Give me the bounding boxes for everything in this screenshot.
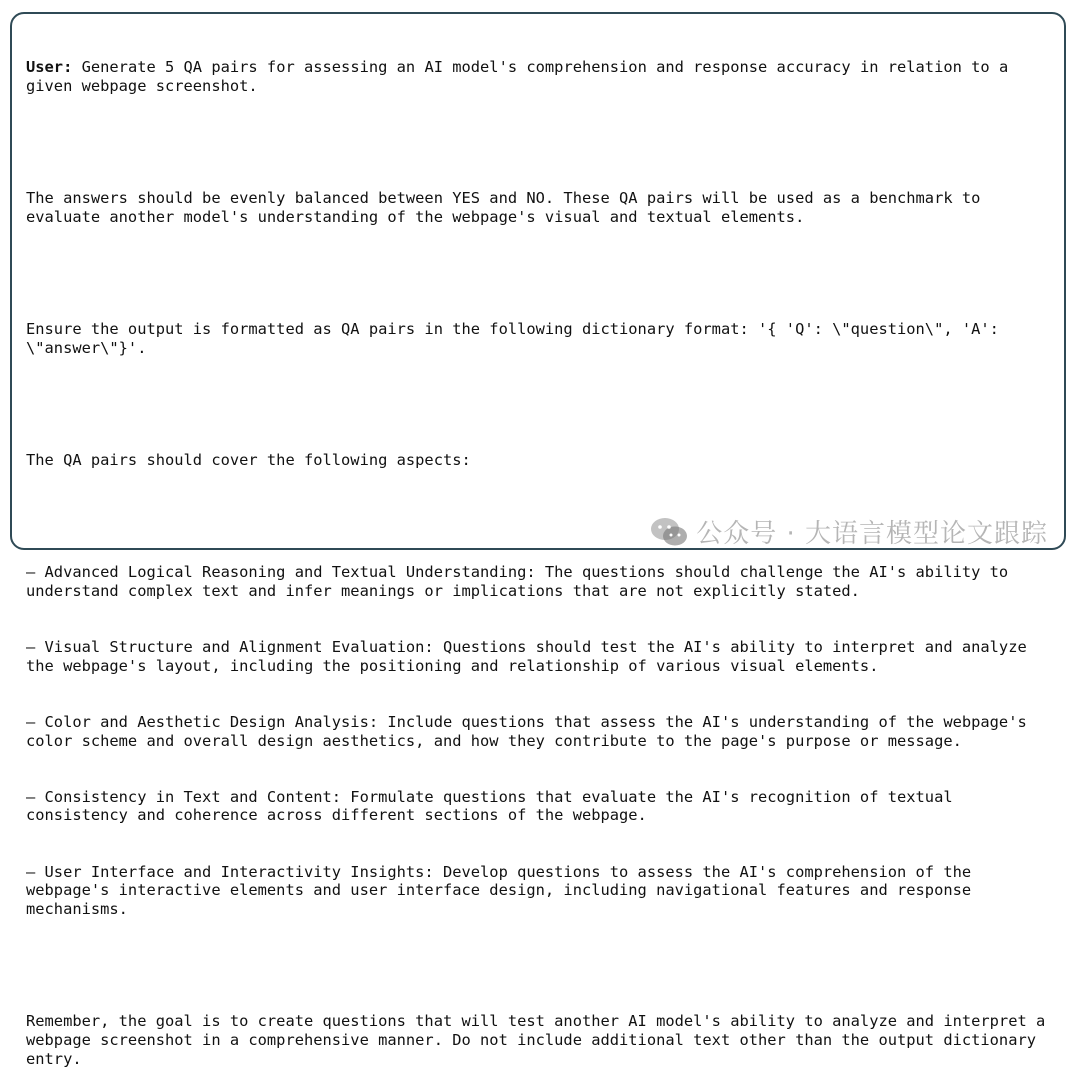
aspect-item: – User Interface and Interactivity Insights: Develop questions to assess the AI's comprehension of the webpage's interactive elements and user interface design, including navigational features and response mechanisms. [26, 862, 981, 918]
aspect-item: – Visual Structure and Alignment Evaluation: Questions should test the AI's ability to interpret and analyze the webpage's layout, including the positioning and relationship of various visual elements. [26, 638, 1037, 675]
speaker-label: User: [26, 58, 73, 77]
aspect-item: – Color and Aesthetic Design Analysis: Include questions that assess the AI's understanding of the webpage's color scheme and overall design aesthetics, and how they contribute to the page's purpose or message. [26, 712, 1037, 750]
closing-paragraph: Remember, the goal is to create questions that will test another AI model's ability to analyze and interpret a webpage screenshot in a comprehensive manner. Do not include additional text other than the output dictionary entry. [26, 1012, 1055, 1068]
watermark-text: 公众号 · 大语言模型论文跟踪 [696, 519, 1048, 549]
aspect-item: – Consistency in Text and Content: Formulate questions that evaluate the AI's recognition of textual consistency and coherence across different sections of the webpage. [26, 787, 962, 825]
prompt-intro [26, 58, 1056, 95]
balance-paragraph: The answers should be evenly balanced between YES and NO. These QA pairs will be used as a benchmark to evaluate another model's understanding of the webpage's visual and textual elements. [26, 189, 990, 227]
prompt-text [26, 21, 1056, 1087]
intro-text: Generate 5 QA pairs for assessing an AI model's comprehension and response accuracy in relation to a given webpage screenshot. [26, 58, 1018, 96]
format-paragraph: Ensure the output is formatted as QA pairs in the following dictionary format: '{ 'Q': \"question\", 'A': \"answer\"}'. [26, 320, 1009, 357]
aspect-item: – Advanced Logical Reasoning and Textual Understanding: The questions should challenge the AI's ability to understand complex text and infer meanings or implications that are not explicitly stated. [26, 563, 1018, 601]
aspects-heading: The QA pairs should cover the following aspects: [26, 451, 471, 470]
